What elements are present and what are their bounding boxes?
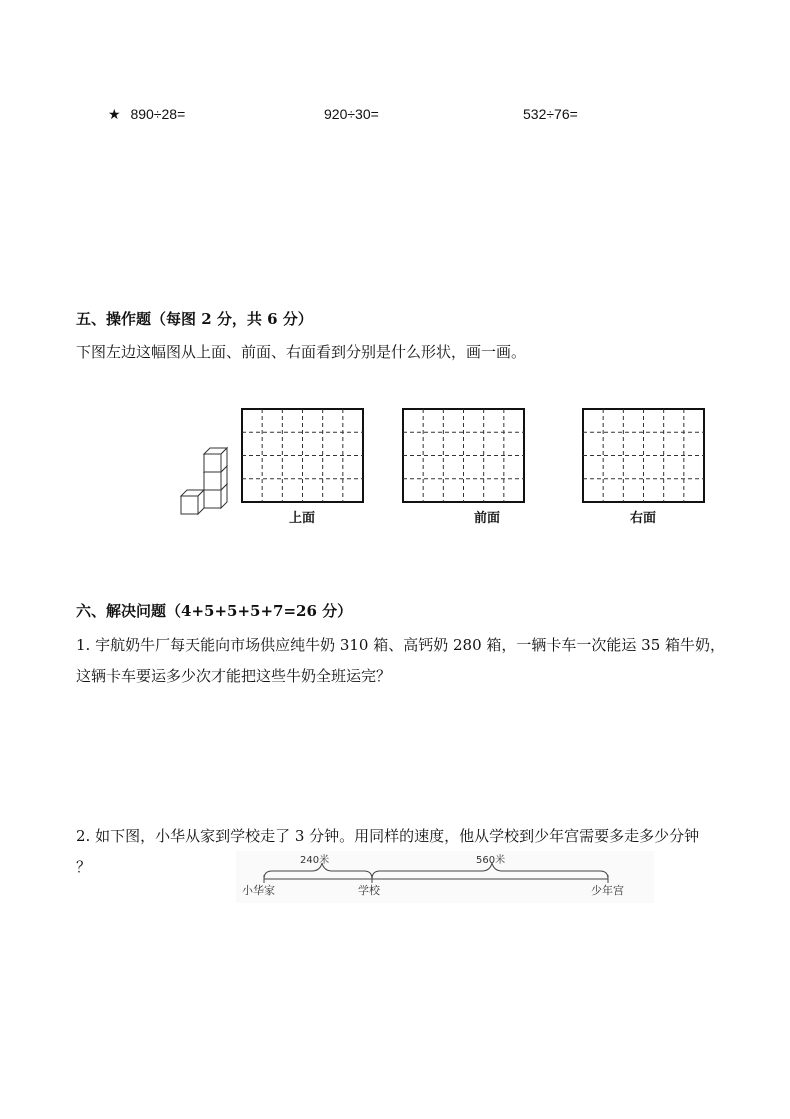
grid-top-view[interactable] <box>241 408 364 503</box>
grid-label-right: 右面 <box>630 511 657 526</box>
grid-label-top: 上面 <box>289 511 316 526</box>
label-240: 240米 <box>300 855 330 866</box>
label-palace: 少年宫 <box>591 884 624 897</box>
grid-label-front: 前面 <box>474 511 501 526</box>
label-560: 560米 <box>476 855 506 866</box>
section-5-heading: 五、操作题（每图 2 分，共 6 分） <box>76 310 313 328</box>
calc-2: 920÷30= <box>324 106 379 122</box>
calc-3: 532÷76= <box>523 106 578 122</box>
label-school: 学校 <box>358 884 380 897</box>
calc-1-expression: 890÷28= <box>130 106 186 122</box>
grid-front-view[interactable] <box>402 408 525 503</box>
cube-stack-figure <box>176 448 236 520</box>
question-1-line-1: 1. 宇航奶牛厂每天能向市场供应纯牛奶 310 箱、高钙奶 280 箱，一辆卡车一次能运 35 箱牛奶， <box>76 636 726 654</box>
label-home: 小华家 <box>242 884 275 897</box>
star-icon: ★ <box>108 106 121 122</box>
question-2-line-1: 2. 如下图，小华从家到学校走了 3 分钟。用同样的速度，他从学校到少年宫需要多走多少分钟 <box>76 827 700 845</box>
grid-right-view[interactable] <box>582 408 705 503</box>
section-5-instruction: 下图左边这幅图从上面、前面、右面看到分别是什么形状，画一画。 <box>76 343 527 361</box>
question-1-line-2: 这辆卡车要运多少次才能把这些牛奶全班运完？ <box>76 667 392 685</box>
calc-1 <box>108 106 185 123</box>
distance-diagram <box>236 851 654 903</box>
section-6-heading: 六、解决问题（4+5+5+5+7=26 分） <box>76 602 353 620</box>
question-2-line-2: ？ <box>76 858 92 876</box>
